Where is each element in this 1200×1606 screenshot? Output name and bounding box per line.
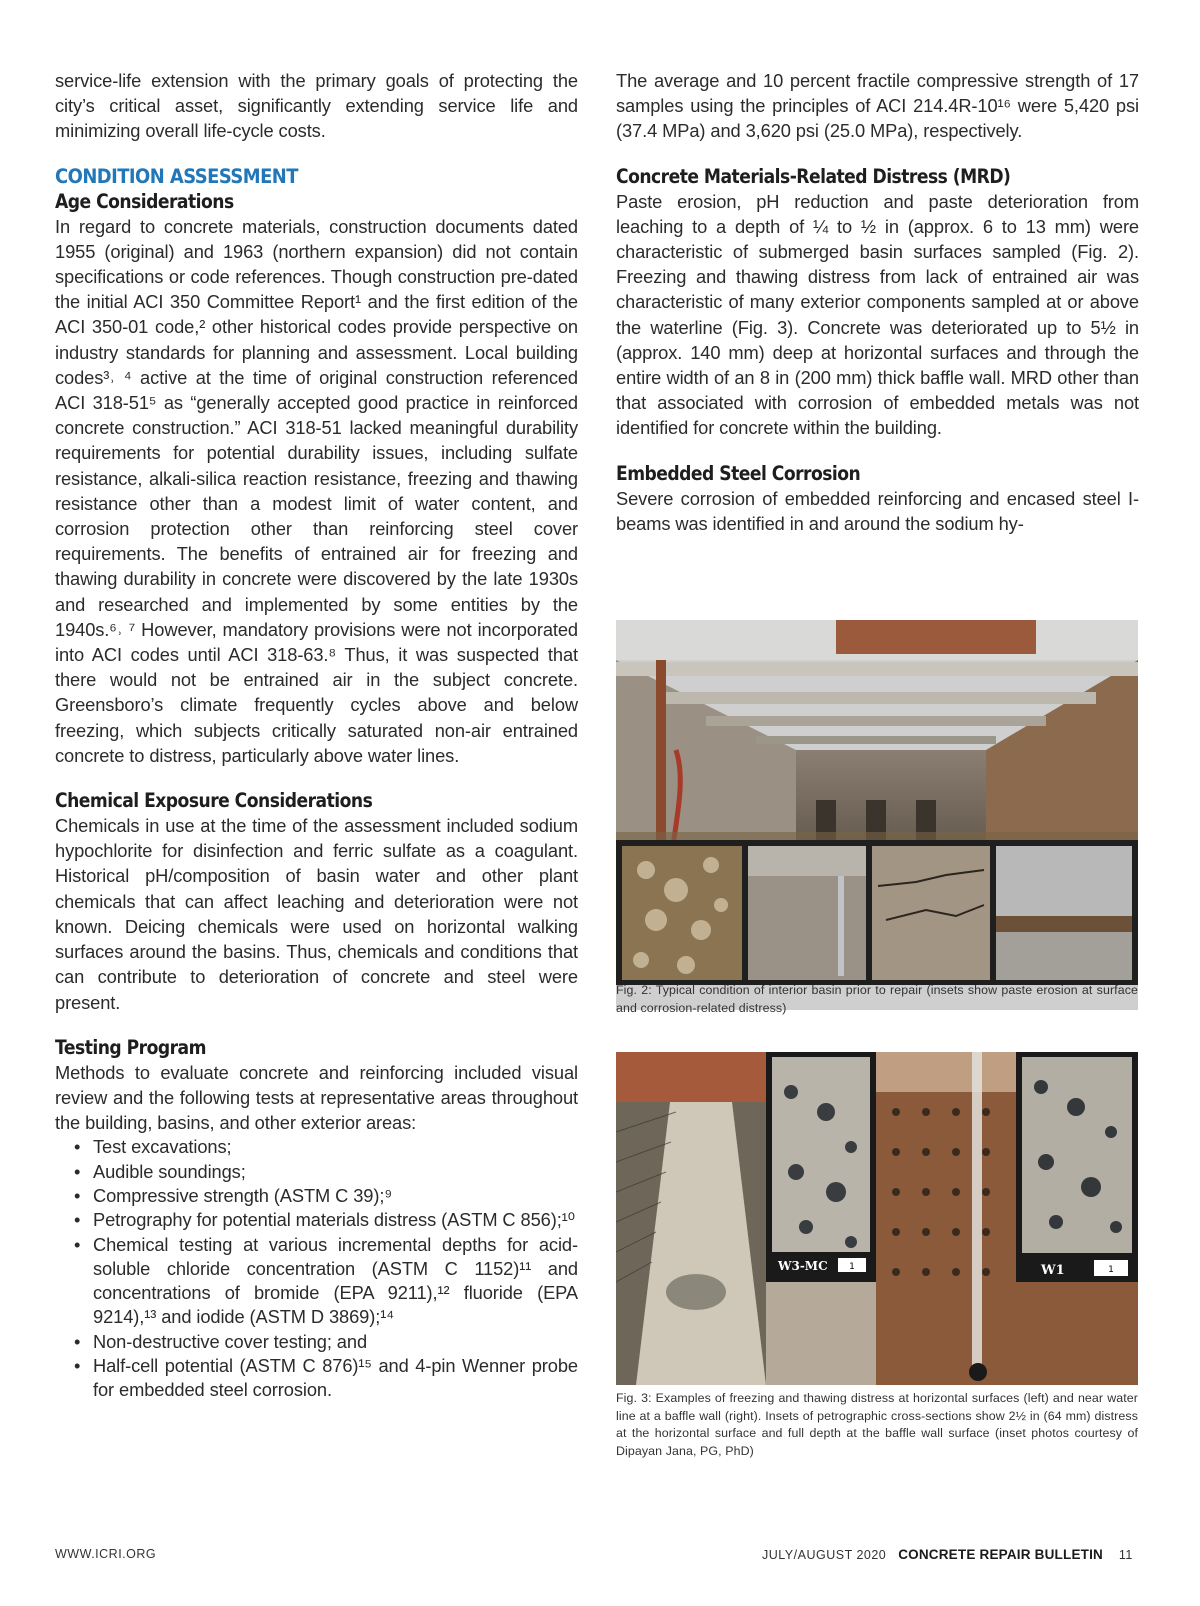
footer-issue-date: JULY/AUGUST 2020 (762, 1548, 887, 1562)
strength-paragraph: The average and 10 percent fractile compressive strength of 17 samples using the principles of ACI 214.4R-10¹⁶ were 5,420 psi (37.4 MPa) and 3,620 psi (25.0 MPa), respectively. (616, 70, 1139, 142)
list-item: • Half-cell potential (ASTM C 876)¹⁵ and 4-pin Wenner probe for embedded steel corrosion. (93, 1354, 578, 1403)
list-item: • Compressive strength (ASTM C 39);⁹ (93, 1184, 578, 1208)
fig3-scale-left: 1 (849, 1262, 855, 1272)
mrd-body: Paste erosion, pH reduction and paste deterioration from leaching to a depth of ¼ to ½ in (approx. 6 to 13 mm) were characteristic of submerged basin surfaces sampled (Fig. 2). Freezing and thawing distress from lack of entrained air was characteristic of many exterior components sampled at or above the waterline (Fig. 3). Concrete was deteriorated up to 5½ in (approx. 140 mm) deep at horizontal surfaces and through the entire width of an 8 in (200 mm) thick baffle wall. MRD other than that associated with corrosion of embedded metals was not identified for concrete within the building. (616, 190, 1139, 439)
footer-publication: CONCRETE REPAIR BULLETIN (898, 1547, 1103, 1562)
steel-heading: Embedded Steel Corrosion (616, 461, 861, 485)
fig3-distress-image (616, 1052, 1138, 1385)
left-column (55, 68, 578, 1403)
mrd-heading: Concrete Materials-Related Distress (MRD) (616, 164, 1011, 188)
fig3-label-w3mc: W3-MC (778, 1259, 828, 1273)
fig3-photo (616, 1052, 1138, 1385)
list-item: • Audible soundings; (93, 1160, 578, 1184)
list-item: • Chemical testing at various incremental depths for acid-soluble chloride concentration (ASTM C 1152)¹¹ and concentrations of bromide (EPA 9211),¹² fluoride (EPA 9214),¹³ and iodide (ASTM D 3869);¹⁴ (93, 1233, 578, 1330)
fig2-photo (616, 620, 1138, 1010)
testing-list (55, 1135, 578, 1402)
steel-body: Severe corrosion of embedded reinforcing and encased steel I-beams was identified in and around the sodium hy- (616, 487, 1139, 534)
intro-paragraph: service-life extension with the primary goals of protecting the city’s critical asset, significantly extending service life and minimizing overall life-cycle costs. (55, 70, 578, 142)
footer-website: WWW.ICRI.ORG (55, 1547, 157, 1561)
age-body: In regard to concrete materials, construction documents dated 1955 (original) and 1963 (northern expansion) did not contain specifications or code references. Though construction pre-dated the initial ACI 350 Committee Report¹ and the first edition of the ACI 350-01 code,² other historical codes provide perspective on industry standards for planning and assessment. Local building codes³˒ ⁴ active at the time of original construction referenced ACI 318-51⁵ as “generally accepted good practice in reinforced concrete construction.” ACI 318-51 lacked meaningful durability requirements for potential durability issues, including sulfate resistance, alkali-silica reaction resistance, freezing and thawing resistance other than a modest limit of water content, and corrosion protection other than reinforcing steel cover requirements. The benefits of entrained air for freezing and thawing durability in concrete were discovered by the late 1930s and researched and implemented by some entities by the 1940s.⁶˒ ⁷ However, mandatory provisions were not incorporated into ACI codes until ACI 318-63.⁸ Thus, it was suspected that there would not be entrained air in the subject concrete. Greensboro’s climate frequently cycles above and below freezing, which subjects critically saturated non-air entrained concrete to distress, particularly above water lines. (55, 215, 578, 766)
fig3-scale-right: 1 (1108, 1265, 1114, 1275)
footer-issue (762, 1547, 1133, 1562)
fig2-caption: Fig. 2: Typical condition of interior basin prior to repair (insets show paste erosion at surface and corrosion-related distress) (616, 983, 1138, 1015)
list-item: • Petrography for potential materials distress (ASTM C 856);¹⁰ (93, 1208, 578, 1232)
footer-page-number: 11 (1118, 1548, 1133, 1562)
fig3-caption: Fig. 3: Examples of freezing and thawing distress at horizontal surfaces (left) and near water line at a baffle wall (right). Insets of petrographic cross-sections show 2½ in (64 mm) distress at the horizontal surface and full depth at the baffle wall surface (inset photos courtesy of Dipayan Jana, PG, PhD) (616, 1391, 1138, 1458)
age-heading: Age Considerations (55, 189, 234, 213)
testing-body: Methods to evaluate concrete and reinforcing included visual review and the following tests at representative areas throughout the building, basins, and other exterior areas: (55, 1061, 578, 1134)
list-item: • Non-destructive cover testing; and (93, 1330, 578, 1354)
section-heading: CONDITION ASSESSMENT (55, 164, 298, 188)
list-item: • Test excavations; (93, 1135, 578, 1159)
fig2-basin-image (616, 620, 1138, 1010)
right-column (616, 68, 1139, 536)
testing-heading: Testing Program (55, 1035, 206, 1059)
fig3-label-w1: W1 (1041, 1263, 1065, 1278)
chemical-heading: Chemical Exposure Considerations (55, 789, 373, 813)
chemical-body: Chemicals in use at the time of the assessment included sodium hypochlorite for disinfection and ferric sulfate as a coagulant. Historical pH/composition of basin water and other plant chemicals that can affect leaching and deterioration were not known. Deicing chemicals were used on horizontal walking surfaces around the basins. Thus, chemicals and conditions that can contribute to deterioration of concrete and steel were present. (55, 815, 578, 1013)
